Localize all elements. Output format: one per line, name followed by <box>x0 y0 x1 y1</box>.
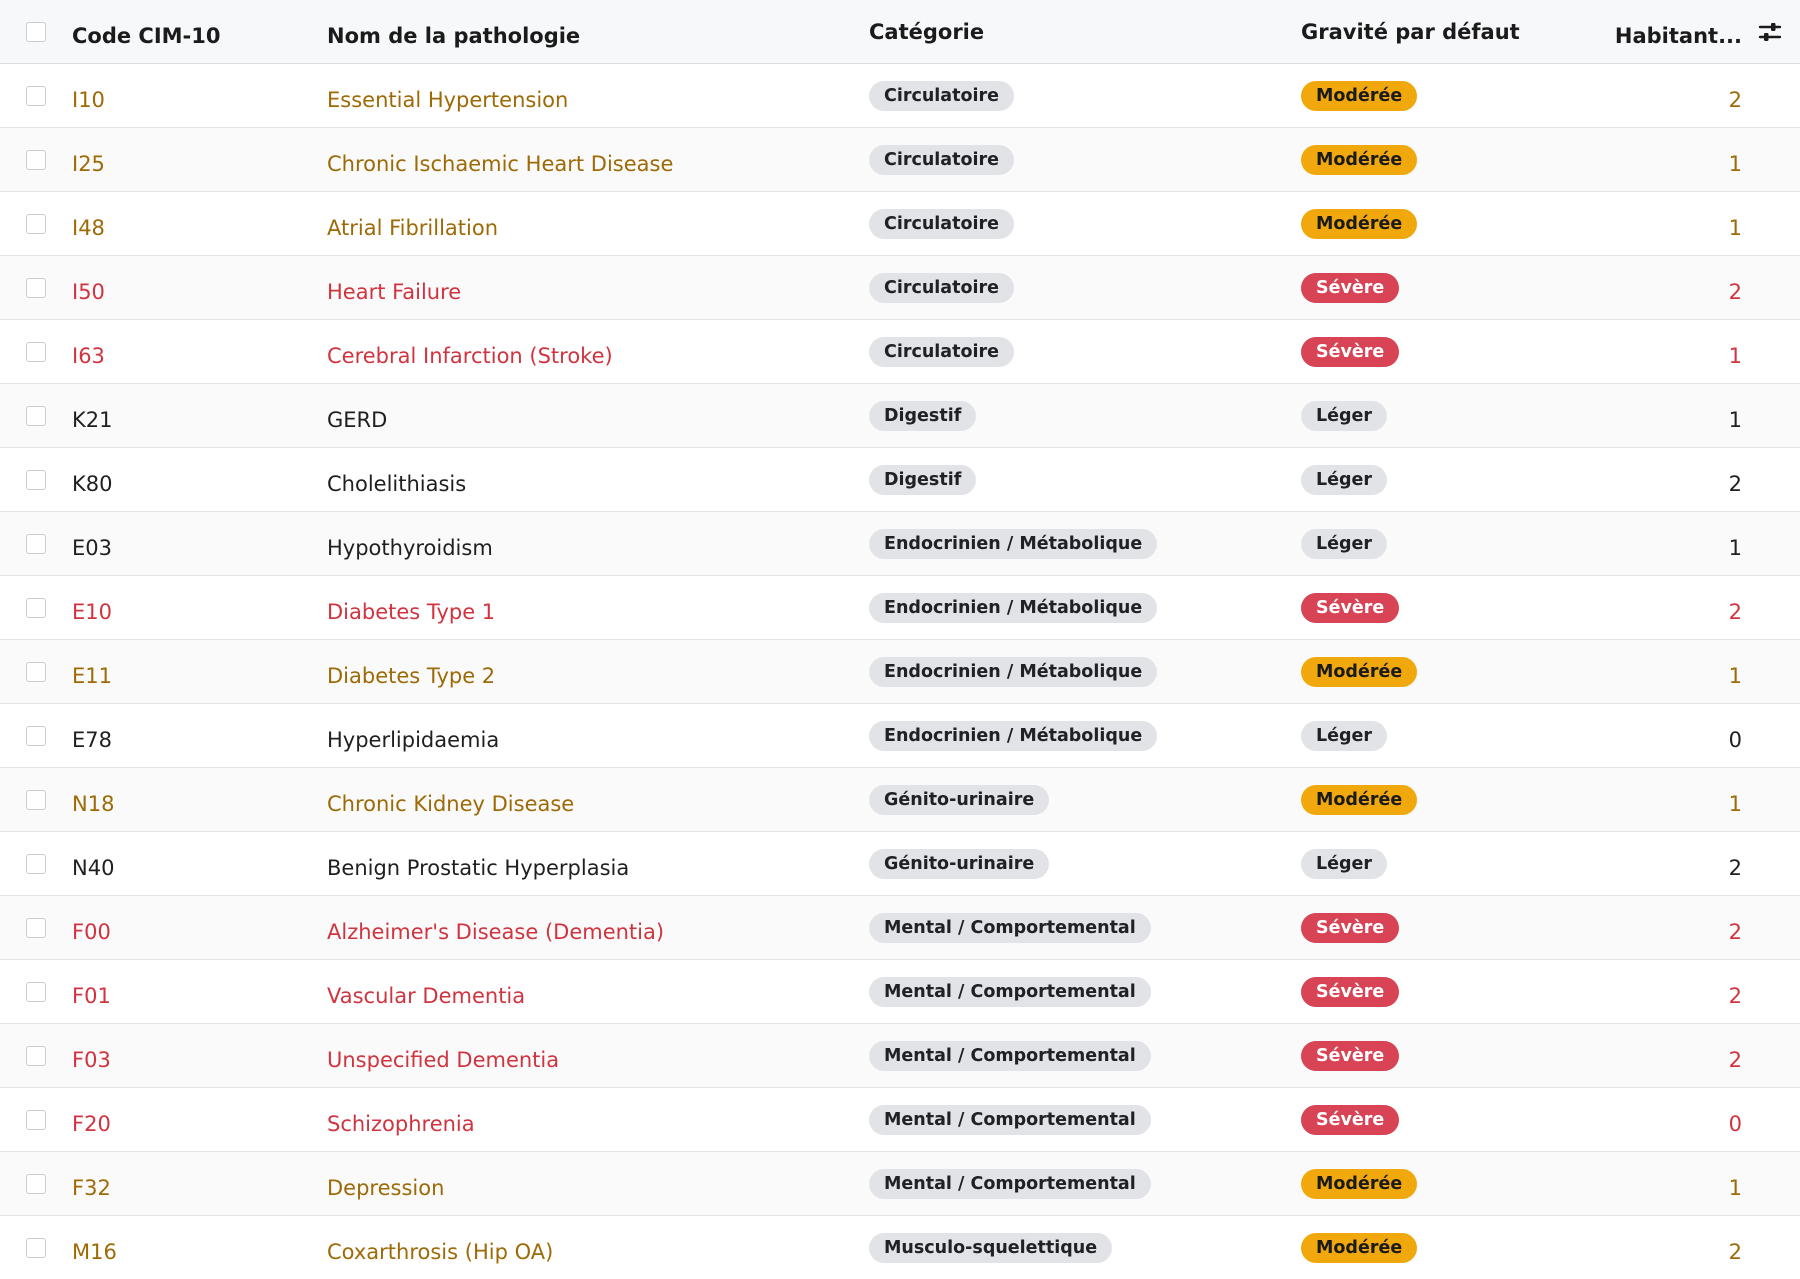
row-select-cell <box>26 896 46 959</box>
category-cell <box>869 448 976 511</box>
residents-count: 2 <box>1728 919 1742 944</box>
category-cell <box>869 512 1157 575</box>
name-cell[interactable]: Hyperlipidaemia <box>327 727 500 752</box>
table-row[interactable] <box>0 1152 1800 1216</box>
row-select-cell <box>26 256 46 319</box>
severity-cell <box>1301 640 1417 703</box>
residents-count: 1 <box>1728 1175 1742 1200</box>
header-name[interactable]: Nom de la pathologie <box>327 23 581 48</box>
name-cell[interactable]: Atrial Fibrillation <box>327 215 499 240</box>
residents-count: 1 <box>1728 663 1742 688</box>
category-badge: Endocrinien / Métabolique <box>869 721 1157 751</box>
table-row[interactable] <box>0 128 1800 192</box>
severity-badge: Modérée <box>1301 785 1417 815</box>
table-row[interactable] <box>0 576 1800 640</box>
name-cell[interactable]: Diabetes Type 2 <box>327 663 496 688</box>
category-cell <box>869 320 1014 383</box>
severity-badge: Modérée <box>1301 209 1417 239</box>
category-badge: Circulatoire <box>869 145 1014 175</box>
row-checkbox[interactable] <box>26 598 46 618</box>
category-cell <box>869 896 1151 959</box>
category-cell <box>869 128 1014 191</box>
category-cell <box>869 384 976 447</box>
severity-badge: Sévère <box>1301 1041 1399 1071</box>
code-cell[interactable]: I10 <box>72 87 105 112</box>
row-checkbox[interactable] <box>26 86 46 106</box>
category-cell <box>869 192 1014 255</box>
row-checkbox[interactable] <box>26 982 46 1002</box>
severity-badge: Léger <box>1301 465 1387 495</box>
category-badge: Mental / Comportemental <box>869 1041 1151 1071</box>
severity-cell <box>1301 448 1387 511</box>
category-cell <box>869 256 1014 319</box>
category-cell <box>869 768 1049 831</box>
residents-count: 2 <box>1728 279 1742 304</box>
row-select-cell <box>26 1216 46 1279</box>
severity-badge: Sévère <box>1301 337 1399 367</box>
row-checkbox[interactable] <box>26 406 46 426</box>
row-checkbox[interactable] <box>26 854 46 874</box>
row-select-cell <box>26 640 46 703</box>
severity-badge: Sévère <box>1301 977 1399 1007</box>
name-cell[interactable]: Essential Hypertension <box>327 87 569 112</box>
severity-cell <box>1301 960 1399 1023</box>
row-checkbox[interactable] <box>26 662 46 682</box>
category-cell <box>869 704 1157 767</box>
severity-badge: Modérée <box>1301 1169 1417 1199</box>
severity-cell <box>1301 832 1387 895</box>
residents-count: 0 <box>1728 1111 1742 1136</box>
table-row[interactable] <box>0 320 1800 384</box>
row-select-cell <box>26 1152 46 1215</box>
code-cell[interactable]: E03 <box>72 535 112 560</box>
severity-badge: Léger <box>1301 529 1387 559</box>
severity-cell <box>1301 576 1399 639</box>
residents-count: 1 <box>1728 343 1742 368</box>
code-cell[interactable]: F00 <box>72 919 111 944</box>
table-row[interactable] <box>0 960 1800 1024</box>
severity-cell <box>1301 1024 1399 1087</box>
name-cell[interactable]: Coxarthrosis (Hip OA) <box>327 1239 554 1264</box>
code-cell[interactable]: I63 <box>72 343 105 368</box>
category-badge: Génito-urinaire <box>869 785 1049 815</box>
header-select-all-cell <box>26 0 46 63</box>
severity-badge: Léger <box>1301 849 1387 879</box>
name-cell[interactable]: Hypothyroidism <box>327 535 493 560</box>
category-badge: Mental / Comportemental <box>869 913 1151 943</box>
table-row[interactable] <box>0 256 1800 320</box>
category-badge: Digestif <box>869 465 976 495</box>
name-cell[interactable]: Benign Prostatic Hyperplasia <box>327 855 630 880</box>
row-select-cell <box>26 384 46 447</box>
residents-count: 1 <box>1728 791 1742 816</box>
residents-count: 2 <box>1728 983 1742 1008</box>
name-cell[interactable]: Vascular Dementia <box>327 983 526 1008</box>
code-cell[interactable]: F03 <box>72 1047 111 1072</box>
severity-cell <box>1301 192 1417 255</box>
severity-badge: Modérée <box>1301 145 1417 175</box>
row-select-cell <box>26 704 46 767</box>
name-cell[interactable]: Depression <box>327 1175 445 1200</box>
code-cell[interactable]: K21 <box>72 407 113 432</box>
residents-count: 1 <box>1728 215 1742 240</box>
row-select-cell <box>26 1024 46 1087</box>
row-select-cell <box>26 192 46 255</box>
code-cell[interactable]: K80 <box>72 471 113 496</box>
severity-cell <box>1301 64 1417 127</box>
category-cell <box>869 576 1157 639</box>
code-cell[interactable]: M16 <box>72 1239 117 1264</box>
name-cell[interactable]: Schizophrenia <box>327 1111 475 1136</box>
category-badge: Mental / Comportemental <box>869 977 1151 1007</box>
row-select-cell <box>26 512 46 575</box>
table-row[interactable] <box>0 64 1800 128</box>
row-checkbox[interactable] <box>26 342 46 362</box>
table-row[interactable] <box>0 1216 1800 1279</box>
table-row[interactable] <box>0 1024 1800 1088</box>
residents-count: 2 <box>1728 855 1742 880</box>
severity-cell <box>1301 320 1399 383</box>
code-cell[interactable]: I48 <box>72 215 105 240</box>
severity-cell <box>1301 896 1399 959</box>
row-checkbox[interactable] <box>26 918 46 938</box>
table-body <box>0 64 1800 1279</box>
severity-cell <box>1301 768 1417 831</box>
category-cell <box>869 1024 1151 1087</box>
name-cell[interactable]: Diabetes Type 1 <box>327 599 496 624</box>
severity-badge: Modérée <box>1301 1233 1417 1263</box>
category-badge: Musculo-squelettique <box>869 1233 1112 1263</box>
severity-badge: Sévère <box>1301 913 1399 943</box>
row-select-cell <box>26 128 46 191</box>
severity-cell <box>1301 1216 1417 1279</box>
severity-cell <box>1301 704 1387 767</box>
row-checkbox[interactable] <box>26 1046 46 1066</box>
residents-count: 0 <box>1728 727 1742 752</box>
row-checkbox[interactable] <box>26 214 46 234</box>
name-cell[interactable]: Chronic Ischaemic Heart Disease <box>327 151 674 176</box>
severity-cell <box>1301 128 1417 191</box>
header-code[interactable]: Code CIM-10 <box>72 23 221 48</box>
column-settings-cell <box>1756 0 1784 63</box>
name-cell[interactable]: Unspecified Dementia <box>327 1047 560 1072</box>
severity-cell <box>1301 512 1387 575</box>
row-select-cell <box>26 1088 46 1151</box>
code-cell[interactable]: E11 <box>72 663 112 688</box>
header-residents[interactable]: Habitant... <box>1614 23 1742 48</box>
name-cell[interactable]: GERD <box>327 407 388 432</box>
row-checkbox[interactable] <box>26 470 46 490</box>
residents-count: 2 <box>1728 471 1742 496</box>
residents-count: 2 <box>1728 599 1742 624</box>
table-row[interactable] <box>0 512 1800 576</box>
residents-count: 1 <box>1728 151 1742 176</box>
header-severity[interactable]: Gravité par défaut <box>1301 19 1520 44</box>
category-badge: Digestif <box>869 401 976 431</box>
severity-cell <box>1301 256 1399 319</box>
residents-count: 2 <box>1728 1239 1742 1264</box>
code-cell[interactable]: F01 <box>72 983 111 1008</box>
table-header <box>0 0 1800 64</box>
severity-badge: Sévère <box>1301 1105 1399 1135</box>
code-cell[interactable]: I25 <box>72 151 105 176</box>
row-select-cell <box>26 576 46 639</box>
code-cell[interactable]: F32 <box>72 1175 111 1200</box>
name-cell[interactable]: Cholelithiasis <box>327 471 467 496</box>
table-row[interactable] <box>0 448 1800 512</box>
table-row[interactable] <box>0 704 1800 768</box>
severity-cell <box>1301 384 1387 447</box>
row-select-cell <box>26 320 46 383</box>
severity-badge: Léger <box>1301 401 1387 431</box>
row-checkbox[interactable] <box>26 534 46 554</box>
category-badge: Circulatoire <box>869 81 1014 111</box>
table-row[interactable] <box>0 832 1800 896</box>
table-row[interactable] <box>0 896 1800 960</box>
row-select-cell <box>26 64 46 127</box>
category-badge: Endocrinien / Métabolique <box>869 529 1157 559</box>
severity-cell <box>1301 1088 1399 1151</box>
code-cell[interactable]: F20 <box>72 1111 111 1136</box>
severity-badge: Modérée <box>1301 81 1417 111</box>
severity-badge: Sévère <box>1301 593 1399 623</box>
row-checkbox[interactable] <box>26 278 46 298</box>
table-row[interactable] <box>0 768 1800 832</box>
row-select-cell <box>26 768 46 831</box>
table-row[interactable] <box>0 192 1800 256</box>
row-checkbox[interactable] <box>26 1110 46 1130</box>
severity-badge: Modérée <box>1301 657 1417 687</box>
category-badge: Circulatoire <box>869 273 1014 303</box>
category-badge: Mental / Comportemental <box>869 1169 1151 1199</box>
sliders-icon[interactable] <box>1756 18 1784 46</box>
row-checkbox[interactable] <box>26 1174 46 1194</box>
category-cell <box>869 1216 1112 1279</box>
header-category[interactable]: Catégorie <box>869 19 985 44</box>
row-select-cell <box>26 832 46 895</box>
row-checkbox[interactable] <box>26 790 46 810</box>
residents-count: 1 <box>1728 535 1742 560</box>
category-cell <box>869 1088 1151 1151</box>
code-cell[interactable]: E10 <box>72 599 112 624</box>
name-cell[interactable]: Heart Failure <box>327 279 462 304</box>
category-badge: Endocrinien / Métabolique <box>869 593 1157 623</box>
severity-badge: Sévère <box>1301 273 1399 303</box>
row-checkbox[interactable] <box>26 150 46 170</box>
row-select-cell <box>26 448 46 511</box>
category-badge: Circulatoire <box>869 209 1014 239</box>
category-badge: Mental / Comportemental <box>869 1105 1151 1135</box>
category-badge: Circulatoire <box>869 337 1014 367</box>
residents-count: 1 <box>1728 407 1742 432</box>
name-cell[interactable]: Alzheimer's Disease (Dementia) <box>327 919 665 944</box>
residents-count: 2 <box>1728 1047 1742 1072</box>
severity-cell <box>1301 1152 1417 1215</box>
row-select-cell <box>26 960 46 1023</box>
row-checkbox[interactable] <box>26 1238 46 1258</box>
category-badge: Endocrinien / Métabolique <box>869 657 1157 687</box>
table-row[interactable] <box>0 1088 1800 1152</box>
name-cell[interactable]: Chronic Kidney Disease <box>327 791 575 816</box>
category-cell <box>869 832 1049 895</box>
code-cell[interactable]: N40 <box>72 855 115 880</box>
category-badge: Génito-urinaire <box>869 849 1049 879</box>
category-cell <box>869 1152 1151 1215</box>
residents-count: 2 <box>1728 87 1742 112</box>
table-row[interactable] <box>0 640 1800 704</box>
table-row[interactable] <box>0 384 1800 448</box>
name-cell[interactable]: Cerebral Infarction (Stroke) <box>327 343 613 368</box>
code-cell[interactable]: I50 <box>72 279 105 304</box>
row-checkbox[interactable] <box>26 726 46 746</box>
code-cell[interactable]: N18 <box>72 791 115 816</box>
category-cell <box>869 64 1014 127</box>
severity-badge: Léger <box>1301 721 1387 751</box>
category-cell <box>869 640 1157 703</box>
code-cell[interactable]: E78 <box>72 727 112 752</box>
category-cell <box>869 960 1151 1023</box>
select-all-checkbox[interactable] <box>26 22 46 42</box>
